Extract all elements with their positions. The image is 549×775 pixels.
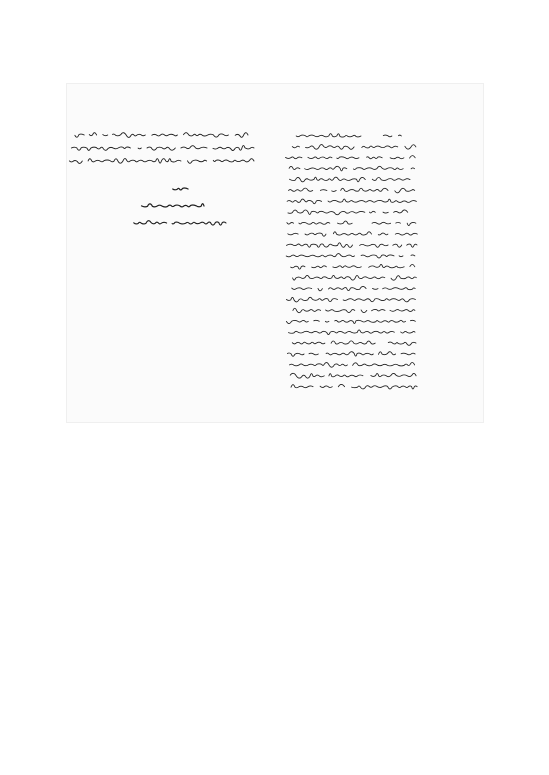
handwritten-line — [69, 159, 254, 164]
right-column-text — [286, 134, 418, 389]
handwritten-line — [286, 320, 415, 323]
handwritten-line — [290, 373, 416, 378]
handwritten-line — [75, 133, 248, 138]
handwritten-line — [71, 146, 254, 151]
handwritten-line — [134, 221, 226, 225]
handwritten-line — [287, 199, 416, 204]
handwritten-line — [289, 330, 416, 335]
scanned-letter — [66, 83, 484, 423]
handwritten-line — [287, 221, 416, 226]
handwritten-line — [288, 232, 418, 236]
signature-block — [134, 188, 226, 225]
handwritten-line — [292, 286, 416, 290]
handwritten-line — [289, 188, 415, 193]
handwritten-line — [289, 177, 410, 182]
handwritten-line — [287, 352, 415, 357]
handwritten-line — [289, 166, 414, 171]
handwritten-line — [287, 243, 418, 248]
handwritten-line — [173, 188, 188, 190]
handwritten-line — [291, 264, 415, 269]
handwriting — [66, 83, 484, 423]
handwritten-line — [290, 362, 415, 367]
handwritten-line — [292, 341, 416, 345]
handwritten-line — [296, 134, 401, 137]
handwritten-line — [288, 210, 408, 215]
handwritten-line — [293, 308, 415, 312]
handwritten-line — [286, 156, 416, 159]
handwritten-line — [291, 384, 417, 389]
handwritten-line — [286, 297, 415, 302]
handwritten-line — [286, 254, 415, 258]
handwritten-line — [293, 275, 417, 280]
handwritten-line — [142, 204, 205, 207]
handwritten-line — [292, 145, 416, 150]
left-column-text — [69, 133, 254, 164]
